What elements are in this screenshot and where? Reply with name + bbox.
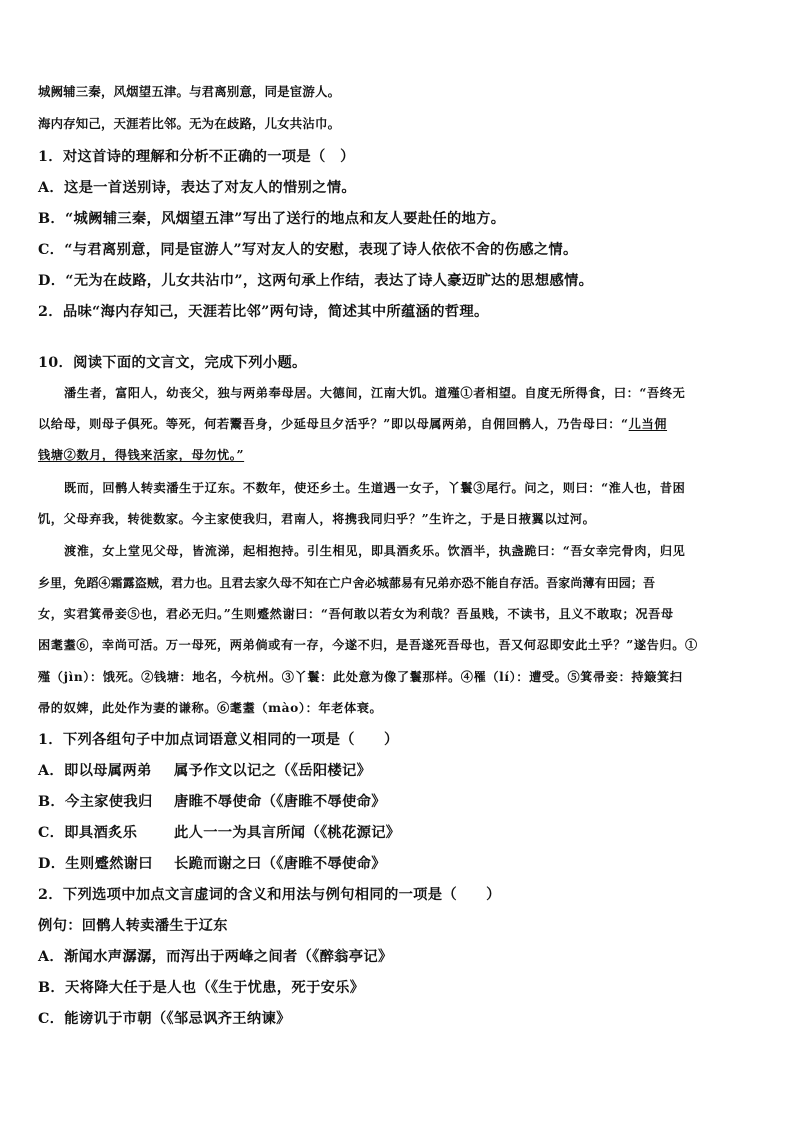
passage-p3-line-2: 乡里，免蹈④霜露盗贼，君力也。且君去家久母不知在亡户舍必城蔀易有兄弟亦恐不能自存活。吾家尚薄有田园；吾 bbox=[38, 576, 656, 590]
underlined-phrase-end: 钱塘②数月，得钱来活家，母勿忧。” bbox=[38, 448, 245, 462]
question-2: 2．品味“海内存知己，天涯若比邻”两句诗，简述其中所蕴涵的哲理。 bbox=[38, 304, 489, 320]
sub-option-a-right: 属予作文以记之（《岳阳楼记》 bbox=[174, 763, 372, 779]
sub-question-2: 2．下列选项中加点文言虚词的含义和用法与例句相同的一项是（ ） bbox=[38, 887, 501, 903]
underlined-phrase-start: 儿当佣 bbox=[628, 417, 668, 431]
passage-p1-line-2-text: 以给母，则母子俱死。等死，何若鬻吾身，少延母旦夕活乎？”即以母属两弟，自佣回鹘人，乃告母曰：“ bbox=[38, 417, 629, 431]
sub-question-1: 1．下列各组句子中加点词语意义相同的一项是（ ） bbox=[38, 732, 399, 748]
option-b: B．“城阙辅三秦，风烟望五津”写出了送行的地点和友人要赴任的地方。 bbox=[38, 211, 506, 227]
sub-option-a bbox=[38, 760, 371, 780]
sub2-option-b: B．天将降大任于是人也（《生于忧患，死于安乐》 bbox=[38, 980, 365, 996]
sub-option-d-right: 长跪而谢之曰（《唐睢不辱使命》 bbox=[174, 856, 386, 872]
footnote-line-1: 殣（jìn）：饿死。②钱塘：地名，今杭州。③丫鬟：此处意为像了鬟那样。④罹（lí）：遭受。⑤箕帚妾：持簸箕扫 bbox=[38, 670, 683, 684]
sub-option-c bbox=[38, 822, 400, 842]
passage-p2-line-2: 饥，父母弃我，转徙数家。今主家使我归，君南人，将携我同归乎？”生许之，于是日掖翼以过河。 bbox=[38, 512, 596, 526]
sub-option-c-left: C．即具酒炙乐 bbox=[38, 825, 138, 841]
sub-option-b-left: B．今主家使我归 bbox=[38, 794, 153, 810]
sub-option-d-left: D．生则蹙然谢曰 bbox=[38, 856, 153, 872]
sub-option-b bbox=[38, 791, 386, 811]
example-sentence: 例句：回鹘人转卖潘生于辽东 bbox=[38, 918, 228, 934]
passage-p3-line-4: 困耄耋⑥，幸尚可活。万一母死，两弟倘或有一存，今遂不归，是吾遂死吾母也，吾又何忍即安此土乎？”遂告归。① bbox=[38, 638, 698, 652]
section-10-title: 10．阅读下面的文言文，完成下列小题。 bbox=[38, 355, 307, 371]
footnote-line-2: 帚的奴婢，此处作为妻的谦称。⑥耄耋（mào）：年老体衰。 bbox=[38, 701, 383, 715]
sub2-option-c: C．能谤讥于市朝（《邹忌讽齐王纳谏》 bbox=[38, 1011, 291, 1027]
sub-option-d bbox=[38, 853, 386, 873]
sub-option-b-right: 唐睢不辱使命（《唐睢不辱使命》 bbox=[174, 794, 386, 810]
sub2-option-a: A．渐闻水声潺潺，而泻出于两峰之间者（《醉翁亭记》 bbox=[38, 949, 393, 965]
question-1: 1．对这首诗的理解和分析不正确的一项是（ ） bbox=[38, 149, 355, 165]
option-c: C．“与君离别意，同是宦游人”写对友人的安慰，表现了诗人依依不舍的伤感之情。 bbox=[38, 242, 578, 258]
passage-p1-line-2 bbox=[38, 415, 667, 432]
passage-p3-line-1: 渡淮，女上堂见父母，皆流涕，起相抱持。引生相见，即具酒炙乐。饮酒半，执盏跪曰：“吾女幸完骨肉，归见 bbox=[64, 544, 686, 558]
option-a: A．这是一首送别诗，表达了对友人的惜别之情。 bbox=[38, 180, 356, 196]
sub-option-a-left: A．即以母属两弟 bbox=[38, 763, 152, 779]
poem-line-1: 城阙辅三秦，风烟望五津。与君离别意，同是宦游人。 bbox=[38, 84, 341, 99]
passage-p3-line-3: 女，实君箕帚妾⑤也，君必无归。”生则蹙然谢曰：“吾何敢以若女为利哉？吾虽贱，不读书，且义不敢取；况吾母 bbox=[38, 607, 674, 621]
passage-p2-line-1: 既而，回鹘人转卖潘生于辽东。不数年，使还乡土。生道遇一女子，丫鬟③尾行。问之，则曰：“淮人也，昔困 bbox=[64, 481, 686, 495]
poem-line-2: 海内存知己，天涯若比邻。无为在歧路，儿女共沾巾。 bbox=[38, 116, 341, 131]
option-d: D．“无为在歧路，儿女共沾巾”，这两句承上作结，表达了诗人豪迈旷达的思想感情。 bbox=[38, 273, 594, 289]
sub-option-c-right: 此人一一为具言所闻（《桃花源记》 bbox=[174, 825, 401, 841]
passage-p1-line-1: 潘生者，富阳人，幼丧父，独与两弟奉母居。大德间，江南大饥。道殣①者相望。自度无所得食，曰：“吾终无 bbox=[64, 386, 686, 400]
